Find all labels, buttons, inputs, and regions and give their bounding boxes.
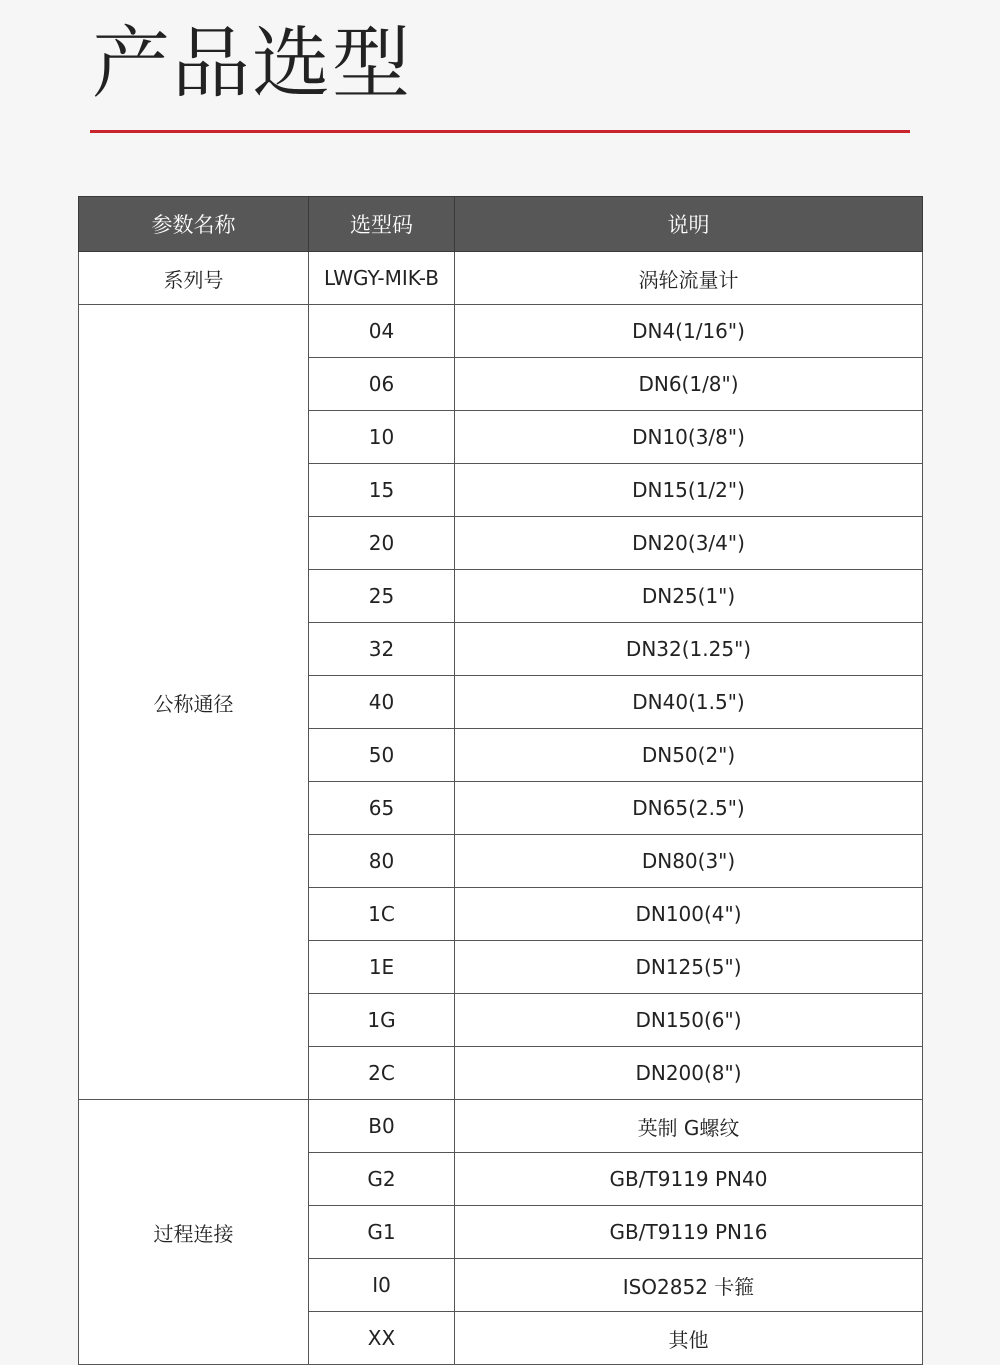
- param-name-cell: 过程连接: [79, 1100, 309, 1365]
- page-title: 产品选型: [92, 19, 413, 109]
- code-cell: B0: [309, 1100, 455, 1153]
- code-cell: 65: [309, 782, 455, 835]
- description-cell: DN6(1/8"): [455, 358, 923, 411]
- code-cell: 20: [309, 517, 455, 570]
- description-cell: GB/T9119 PN40: [455, 1153, 923, 1206]
- table-header-row: [79, 197, 923, 252]
- description-cell: DN20(3/4"): [455, 517, 923, 570]
- code-cell: 15: [309, 464, 455, 517]
- header-description: 说明: [455, 197, 923, 252]
- table-row: [79, 305, 923, 358]
- code-cell: 1G: [309, 994, 455, 1047]
- description-cell: DN150(6"): [455, 994, 923, 1047]
- code-cell: LWGY-MIK-B: [309, 252, 455, 305]
- description-cell: GB/T9119 PN16: [455, 1206, 923, 1259]
- description-cell: DN32(1.25"): [455, 623, 923, 676]
- table-row: [79, 252, 923, 305]
- code-cell: G2: [309, 1153, 455, 1206]
- description-cell: DN25(1"): [455, 570, 923, 623]
- code-cell: 25: [309, 570, 455, 623]
- code-cell: 06: [309, 358, 455, 411]
- param-name-cell: 公称通径: [79, 305, 309, 1100]
- description-cell: DN40(1.5"): [455, 676, 923, 729]
- code-cell: 2C: [309, 1047, 455, 1100]
- title-divider: [90, 130, 910, 133]
- header-param-name: 参数名称: [79, 197, 309, 252]
- description-cell: DN15(1/2"): [455, 464, 923, 517]
- selection-table: [78, 196, 923, 1365]
- description-cell: DN4(1/16"): [455, 305, 923, 358]
- header-code: 选型码: [309, 197, 455, 252]
- code-cell: G1: [309, 1206, 455, 1259]
- description-cell: DN80(3"): [455, 835, 923, 888]
- description-cell: DN50(2"): [455, 729, 923, 782]
- description-cell: DN100(4"): [455, 888, 923, 941]
- description-cell: 其他: [455, 1312, 923, 1365]
- description-cell: ISO2852 卡箍: [455, 1259, 923, 1312]
- code-cell: 1C: [309, 888, 455, 941]
- description-cell: DN200(8"): [455, 1047, 923, 1100]
- description-cell: DN65(2.5"): [455, 782, 923, 835]
- code-cell: XX: [309, 1312, 455, 1365]
- code-cell: 1E: [309, 941, 455, 994]
- description-cell: DN125(5"): [455, 941, 923, 994]
- description-cell: DN10(3/8"): [455, 411, 923, 464]
- table-row: [79, 1100, 923, 1153]
- code-cell: 32: [309, 623, 455, 676]
- param-name-cell: 系列号: [79, 252, 309, 305]
- code-cell: 40: [309, 676, 455, 729]
- code-cell: 50: [309, 729, 455, 782]
- code-cell: 80: [309, 835, 455, 888]
- description-cell: 英制 G螺纹: [455, 1100, 923, 1153]
- code-cell: 10: [309, 411, 455, 464]
- code-cell: 04: [309, 305, 455, 358]
- code-cell: I0: [309, 1259, 455, 1312]
- description-cell: 涡轮流量计: [455, 252, 923, 305]
